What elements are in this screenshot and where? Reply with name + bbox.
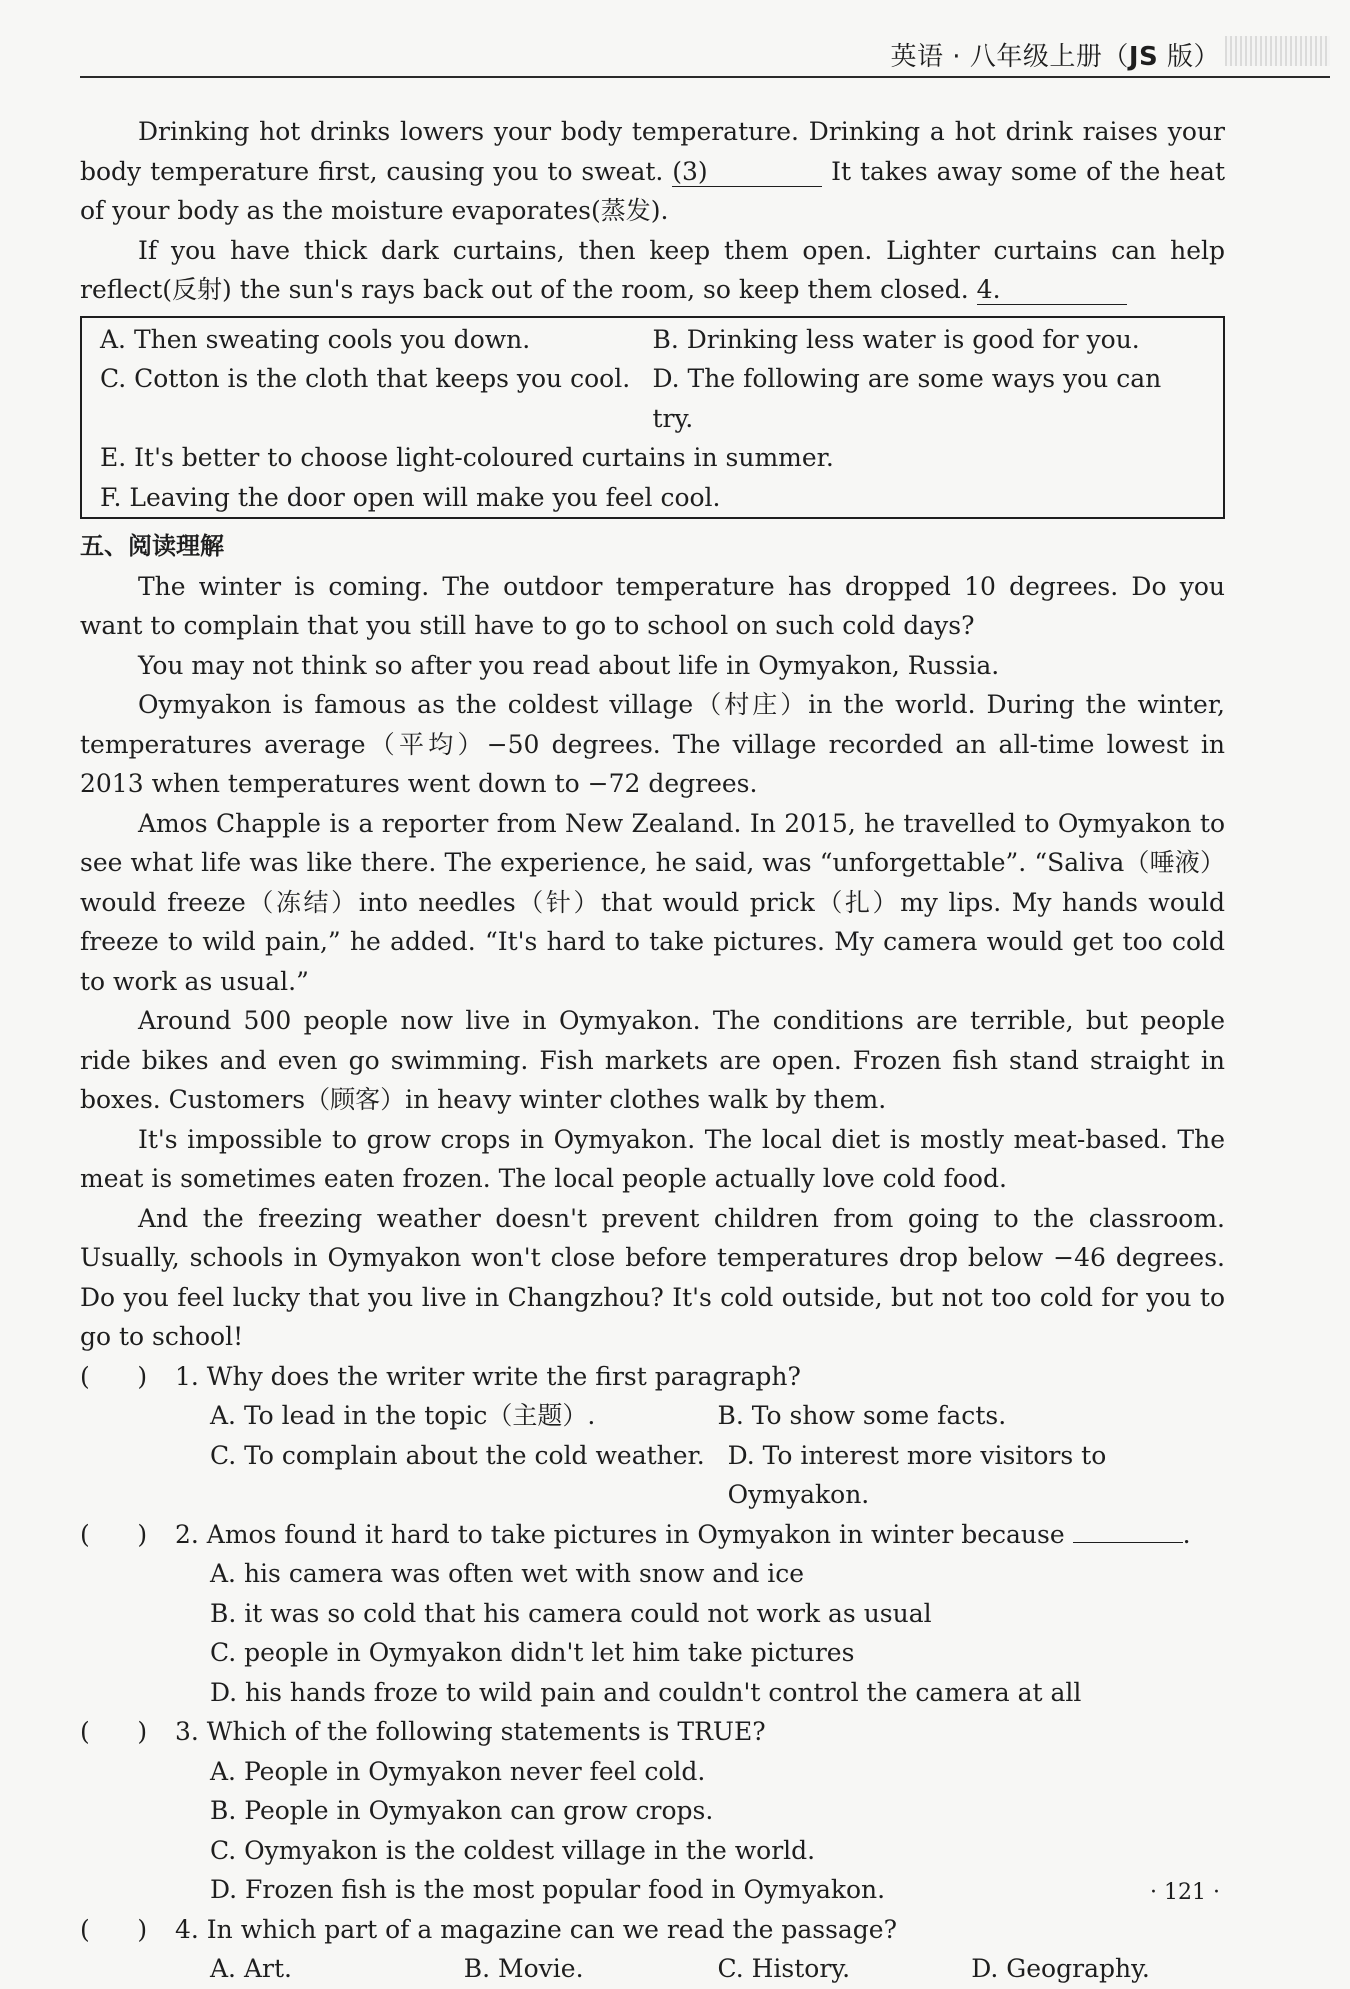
- paragraph-hot-drinks: Drinking hot drinks lowers your body temperature. Drinking a hot drink raises your body temperature first, causing you to sweat. (3) It takes away some of the heat of your body as the moisture evaporates(蒸发).: [80, 117, 1225, 225]
- section-heading: 五、阅读理解: [80, 532, 224, 560]
- question-stem: 4. In which part of a magazine can we read the passage?: [175, 1914, 898, 1944]
- choice-b: B. Movie.: [463, 1954, 584, 1983]
- header-title: 英语 · 八年级上册（JS 版）: [890, 42, 1220, 72]
- choice-a: A. his camera was often wet with snow and ice: [210, 1559, 805, 1588]
- choice-a: A. To lead in the topic（主题）.: [210, 1401, 596, 1430]
- paragraph-curtains: If you have thick dark curtains, then keep them open. Lighter curtains can help reflect(反射) the sun's rays back out of the room, so keep them closed. 4.: [80, 235, 1225, 304]
- question-2: [80, 1515, 1225, 1555]
- question-stem: 3. Which of the following statements is TRUE?: [175, 1717, 766, 1746]
- choice-c: C. To complain about the cold weather.: [210, 1440, 705, 1470]
- options-box: [80, 316, 1225, 520]
- choice-c: C. Oymyakon is the coldest village in the world.: [210, 1835, 816, 1865]
- question-stem: 2. Amos found it hard to take pictures in Oymyakon in winter because .: [175, 1519, 1191, 1549]
- choice-a: A. Art.: [210, 1954, 292, 1983]
- answer-paren[interactable]: ( ): [80, 1914, 148, 1944]
- choice-d: D. his hands froze to wild pain and couldn't control the camera at all: [210, 1677, 1082, 1707]
- answer-paren[interactable]: ( ): [80, 1519, 148, 1549]
- reading-paragraph: Around 500 people now live in Oymyakon. The conditions are terrible, but people ride bikes and even go swimming. Fish markets are open. Frozen fish stand straight in boxes. Customers（顾客）in heavy winter clothes walk by them.: [80, 1006, 1225, 1114]
- question-3: [80, 1712, 1225, 1752]
- choice-d: D. Geography.: [971, 1954, 1150, 1983]
- reading-paragraph: You may not think so after you read about life in Oymyakon, Russia.: [138, 650, 1000, 680]
- page-number: · 121 ·: [1150, 1880, 1220, 1905]
- header-decoration: [1225, 36, 1330, 66]
- option-f: F. Leaving the door open will make you feel cool.: [100, 482, 721, 512]
- choice-c: C. History.: [717, 1954, 851, 1983]
- question-1: [80, 1357, 1225, 1397]
- reading-paragraph: It's impossible to grow crops in Oymyakon. The local diet is mostly meat-based. The meat is sometimes eaten frozen. The local people actually love cold food.: [80, 1124, 1225, 1193]
- choice-a: A. People in Oymyakon never feel cold.: [210, 1756, 706, 1786]
- answer-paren[interactable]: ( ): [80, 1361, 148, 1391]
- page-header: [80, 22, 1330, 78]
- option-d: D. The following are some ways you can try.: [652, 364, 1162, 433]
- reading-paragraph: Oymyakon is famous as the coldest village（村庄）in the world. During the winter, temperatures average（平均）−50 degrees. The village recorded an all-time lowest in 2013 when temperatures went down to −72 degrees.: [80, 690, 1225, 798]
- reading-paragraph: And the freezing weather doesn't prevent children from going to the classroom. Usually, schools in Oymyakon won't close before temperatures drop below −46 degrees. Do you feel lucky that you live in Changzhou? It's cold outside, but not too cold for you to go to school!: [80, 1203, 1225, 1351]
- choice-d: D. To interest more visitors to Oymyakon.: [727, 1440, 1107, 1509]
- answer-blank[interactable]: [1073, 1542, 1183, 1543]
- choice-b: B. To show some facts.: [717, 1401, 1007, 1430]
- question-4: [80, 1910, 1225, 1950]
- option-a: A. Then sweating cools you down.: [100, 324, 531, 354]
- option-e: E. It's better to choose light-coloured curtains in summer.: [100, 443, 834, 472]
- choice-c: C. people in Oymyakon didn't let him take pictures: [210, 1638, 855, 1667]
- option-c: C. Cotton is the cloth that keeps you cool.: [100, 364, 631, 393]
- question-3-options: [80, 1752, 1225, 1910]
- page-content: [80, 112, 1225, 1989]
- reading-paragraph: The winter is coming. The outdoor temperature has dropped 10 degrees. Do you want to complain that you still have to go to school on such cold days?: [80, 571, 1225, 640]
- question-2-options: [80, 1554, 1225, 1712]
- header-rule: [80, 76, 1330, 78]
- choice-b: B. it was so cold that his camera could not work as usual: [210, 1598, 932, 1628]
- answer-paren[interactable]: ( ): [80, 1717, 148, 1746]
- question-stem: 1. Why does the writer write the first paragraph?: [175, 1361, 801, 1391]
- answer-blank-4[interactable]: 4.: [977, 276, 1127, 305]
- question-4-options: [80, 1949, 1225, 1989]
- question-1-options: [80, 1396, 1225, 1515]
- reading-paragraph: Amos Chapple is a reporter from New Zealand. In 2015, he travelled to Oymyakon to see what life was like there. The experience, he said, was “unforgettable”. “Saliva（唾液）would freeze（冻结）into needles（针）that would prick（扎）my lips. My hands would freeze to wild pain,” he added. “It's hard to take pictures. My camera would get too cold to work as usual.”: [80, 808, 1225, 996]
- choice-d: D. Frozen fish is the most popular food in Oymyakon.: [210, 1875, 886, 1904]
- choice-b: B. People in Oymyakon can grow crops.: [210, 1796, 714, 1825]
- answer-blank-3[interactable]: (3): [672, 158, 822, 187]
- option-b: B. Drinking less water is good for you.: [652, 324, 1140, 354]
